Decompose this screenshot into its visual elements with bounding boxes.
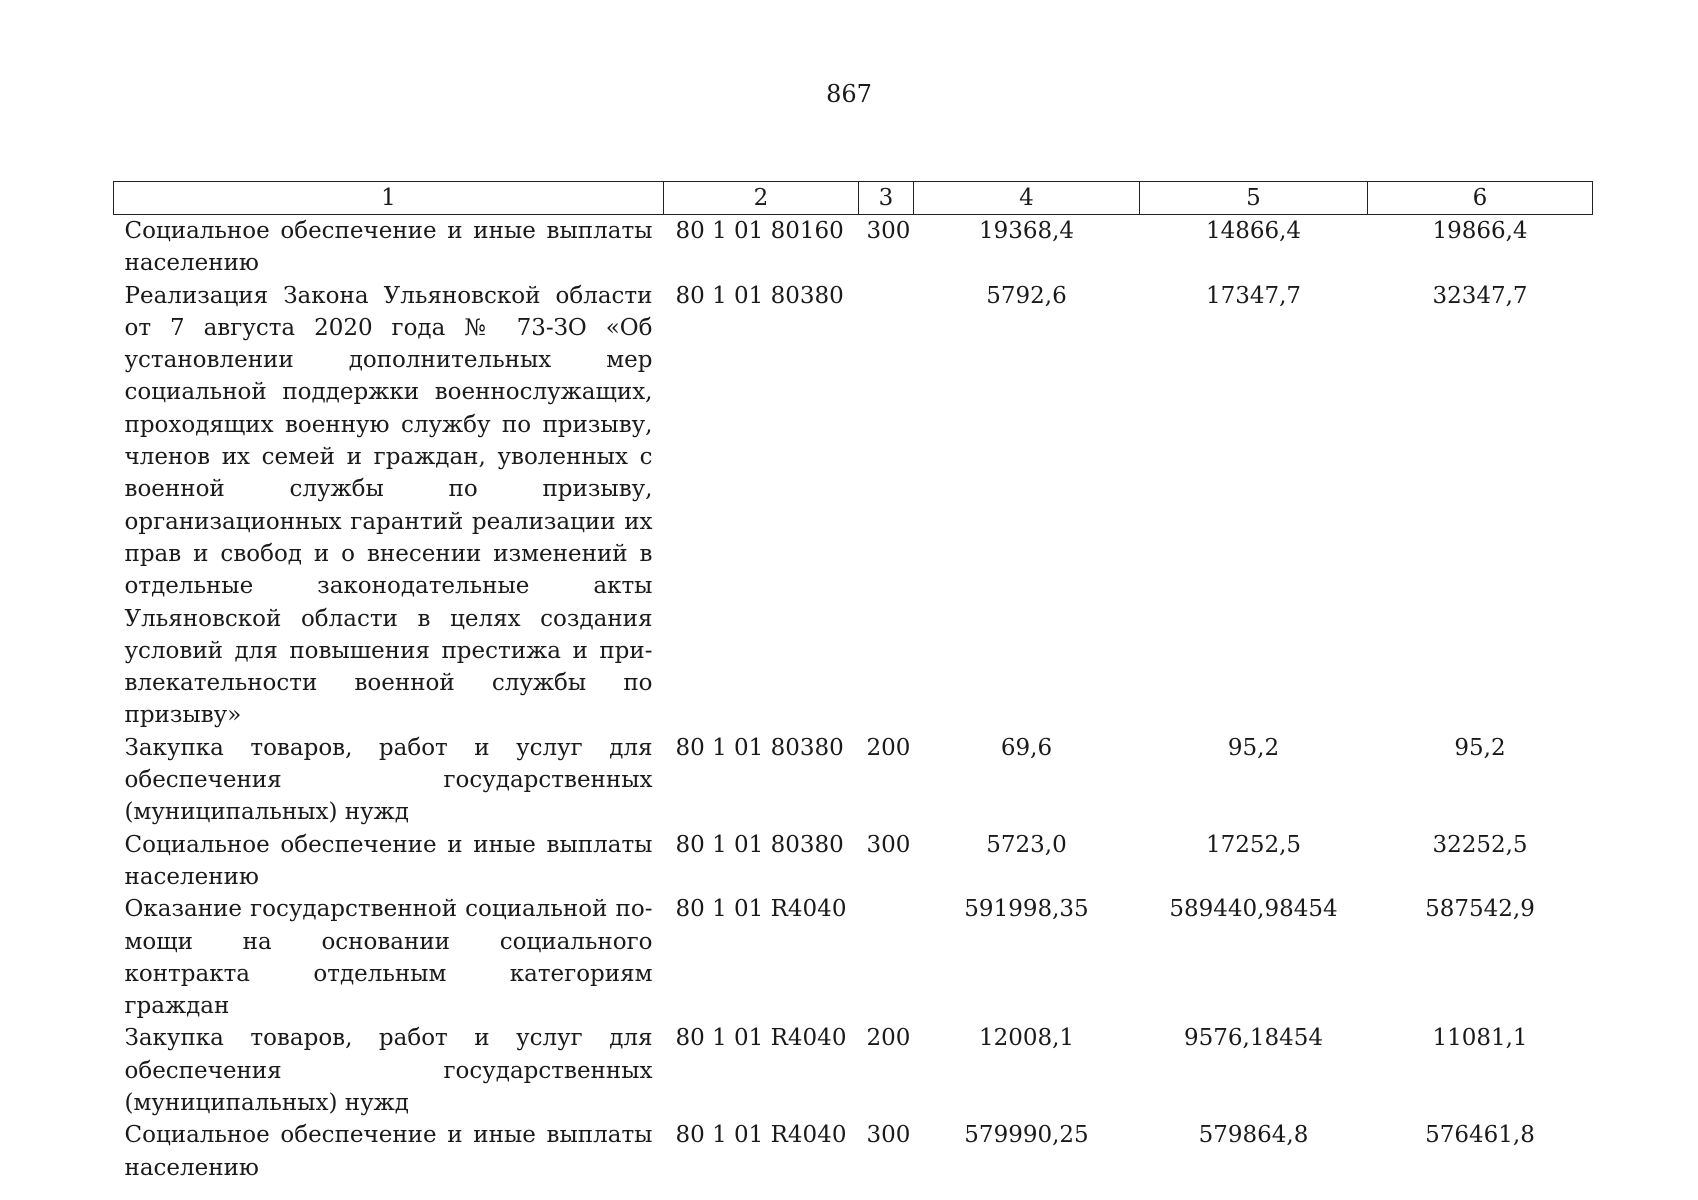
row-type: 300 [866,218,911,244]
table-body [114,215,1593,1184]
row-value-5: 17347,7 [1205,282,1302,309]
row-value-6: 11081,1 [1432,1025,1528,1052]
table-row [114,829,1593,894]
row-code: 80 1 01 80160 [675,218,844,244]
row-type [859,893,914,1022]
header-col-5: 5 [1140,182,1368,215]
row-value-5: 95,2 [1227,734,1280,761]
row-code: 80 1 01 R4040 [675,1122,847,1149]
row-name: Оказание государственной социальной помощи на основании социального контракта отдельным категориям граждан [124,896,653,1020]
row-value-4: 5723,0 [986,831,1067,858]
row-value-5: 14866,4 [1205,218,1302,244]
row-type: 300 [866,1122,911,1149]
row-value-5: 589440,98454 [1169,896,1338,923]
row-name: Закупка товаров, работ и услуг для обеспечения государственных (муниципальных) нужд [124,1025,653,1117]
row-name: Закупка товаров, работ и услуг для обеспечения государственных (муниципальных) нужд [124,734,653,826]
table-header [114,182,1593,215]
row-value-4: 579990,25 [964,1122,1089,1149]
page-number: 867 [826,80,872,108]
header-col-3: 3 [859,182,914,215]
header-row [114,182,1593,215]
header-col-2: 2 [664,182,859,215]
table-row [114,215,1593,280]
row-value-4: 69,6 [1000,734,1053,761]
row-code: 80 1 01 R4040 [675,896,847,923]
row-type: 200 [866,734,911,761]
row-code: 80 1 01 80380 [675,282,844,309]
row-value-4: 19368,4 [978,218,1075,244]
header-col-4: 4 [914,182,1140,215]
row-type: 200 [866,1025,911,1052]
row-name: Социальное обеспечение и иные выплаты населению [124,218,653,277]
row-value-6: 576461,8 [1425,1122,1535,1149]
row-value-4: 5792,6 [986,282,1067,309]
table-row [114,1119,1593,1184]
row-code: 80 1 01 80380 [675,734,844,761]
row-code: 80 1 01 R4040 [675,1025,847,1052]
row-name: Социальное обеспечение и иные выплаты населению [124,1122,653,1181]
header-col-1: 1 [114,182,664,215]
row-value-5: 579864,8 [1198,1122,1309,1149]
row-value-6: 95,2 [1454,734,1506,761]
row-value-6: 32347,7 [1432,282,1528,309]
row-value-6: 587542,9 [1425,896,1535,923]
row-type: 300 [866,831,911,858]
row-name: Реализация Закона Ульяновской области от 7 августа 2020 года № 73-ЗО «Об установлении дополнительных мер социальной поддержки военнослужащих, проходящих военную службу по призыву, членов их семей и граждан, уволенных с военной службы по призыву, организационных гарантий реализации их прав и свобод и о внесении изменений в отдельные законодательные акты Ульяновской области в целях создания условий для повышения престижа и привлекательности военной службы по призыву» [124,282,653,729]
row-value-5: 9576,18454 [1183,1025,1323,1052]
row-name: Социальное обеспечение и иные выплаты населению [124,831,653,890]
row-value-5: 17252,5 [1205,831,1302,858]
row-value-4: 12008,1 [978,1025,1075,1052]
row-value-6: 32252,5 [1432,831,1528,858]
table-row [114,893,1593,1022]
table-row [114,732,1593,829]
row-code: 80 1 01 80380 [675,831,844,858]
table-row [114,280,1593,732]
table-row [114,1022,1593,1119]
row-value-4: 591998,35 [964,896,1089,923]
budget-table [113,181,1593,1184]
header-col-6: 6 [1368,182,1593,215]
row-value-6: 19866,4 [1432,218,1528,244]
row-type [859,280,914,732]
